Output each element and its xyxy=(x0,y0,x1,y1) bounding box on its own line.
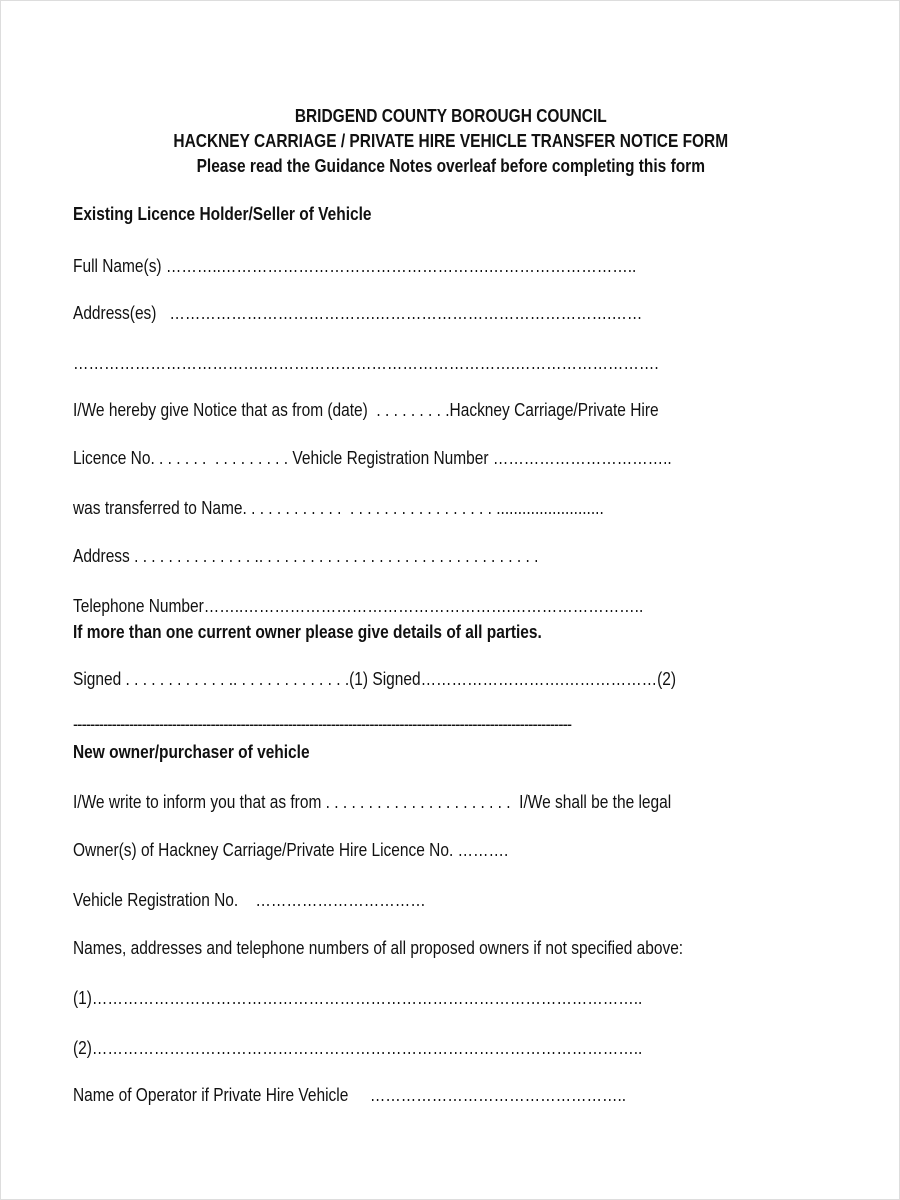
operator-name-field[interactable]: Name of Operator if Private Hire Vehicle ………………………………………….. xyxy=(73,1085,627,1105)
section-separator: -------------------------------------------------------------------------------------------------------------------- xyxy=(73,714,572,734)
form-title: HACKNEY CARRIAGE / PRIVATE HIRE VEHICLE TRANSFER NOTICE FORM xyxy=(173,131,729,151)
proposed-owners-label: Names, addresses and telephone numbers of all proposed owners if not specified above: xyxy=(73,938,684,958)
multi-owner-note: If more than one current owner please give details of all parties. xyxy=(73,622,542,642)
transferred-to-name-field[interactable]: was transferred to Name. . . . . . . . . . . . . . . . . . . . . . . . . . . . . ......................... xyxy=(73,498,604,518)
buyer-section-heading: New owner/purchaser of vehicle xyxy=(73,742,310,762)
full-name-field[interactable]: Full Name(s) ………..…………………………………………….……………………….. xyxy=(73,256,637,276)
transferee-address-field[interactable]: Address . . . . . . . . . . . . . . .. . . . . . . . . . . . . . . . . . . . . . . . . . . . . . . . . xyxy=(73,546,539,566)
form-instruction: Please read the Guidance Notes overleaf before completing this form xyxy=(196,156,705,176)
address-field[interactable]: Address(es) ………………………………….……………………………………….…… xyxy=(73,303,643,323)
seller-section-heading: Existing Licence Holder/Seller of Vehicle xyxy=(73,204,372,224)
proposed-owner-1-field[interactable]: (1)…………………………………………………………………………………………….. xyxy=(73,988,643,1008)
signature-fields[interactable]: Signed . . . . . . . . . . . . .. . . . . . . . . . . . . .(1) Signed……………………….………………(2) xyxy=(73,669,676,689)
notice-date-field[interactable]: I/We hereby give Notice that as from (date) . . . . . . . . .Hackney Carriage/Private Hire xyxy=(73,400,659,420)
ownership-date-field[interactable]: I/We write to inform you that as from . . . . . . . . . . . . . . . . . . . . . . I/We shall be the legal xyxy=(73,792,672,812)
vehicle-registration-field[interactable]: Vehicle Registration No. …………………………… xyxy=(73,890,426,910)
licence-number-field[interactable]: Owner(s) of Hackney Carriage/Private Hire Licence No. ………. xyxy=(73,840,509,860)
proposed-owner-2-field[interactable]: (2)…………………………………………………………………………………………….. xyxy=(73,1038,643,1058)
telephone-field[interactable]: Telephone Number……..…………………………………………….…………………….. xyxy=(73,596,644,616)
council-name: BRIDGEND COUNTY BOROUGH COUNCIL xyxy=(294,106,607,126)
address-field-line2[interactable]: ……………………………….………………………………………….………………………. xyxy=(73,353,659,373)
licence-registration-field[interactable]: Licence No. . . . . . . . . . . . . . . . Vehicle Registration Number …………………………….. xyxy=(73,448,672,468)
